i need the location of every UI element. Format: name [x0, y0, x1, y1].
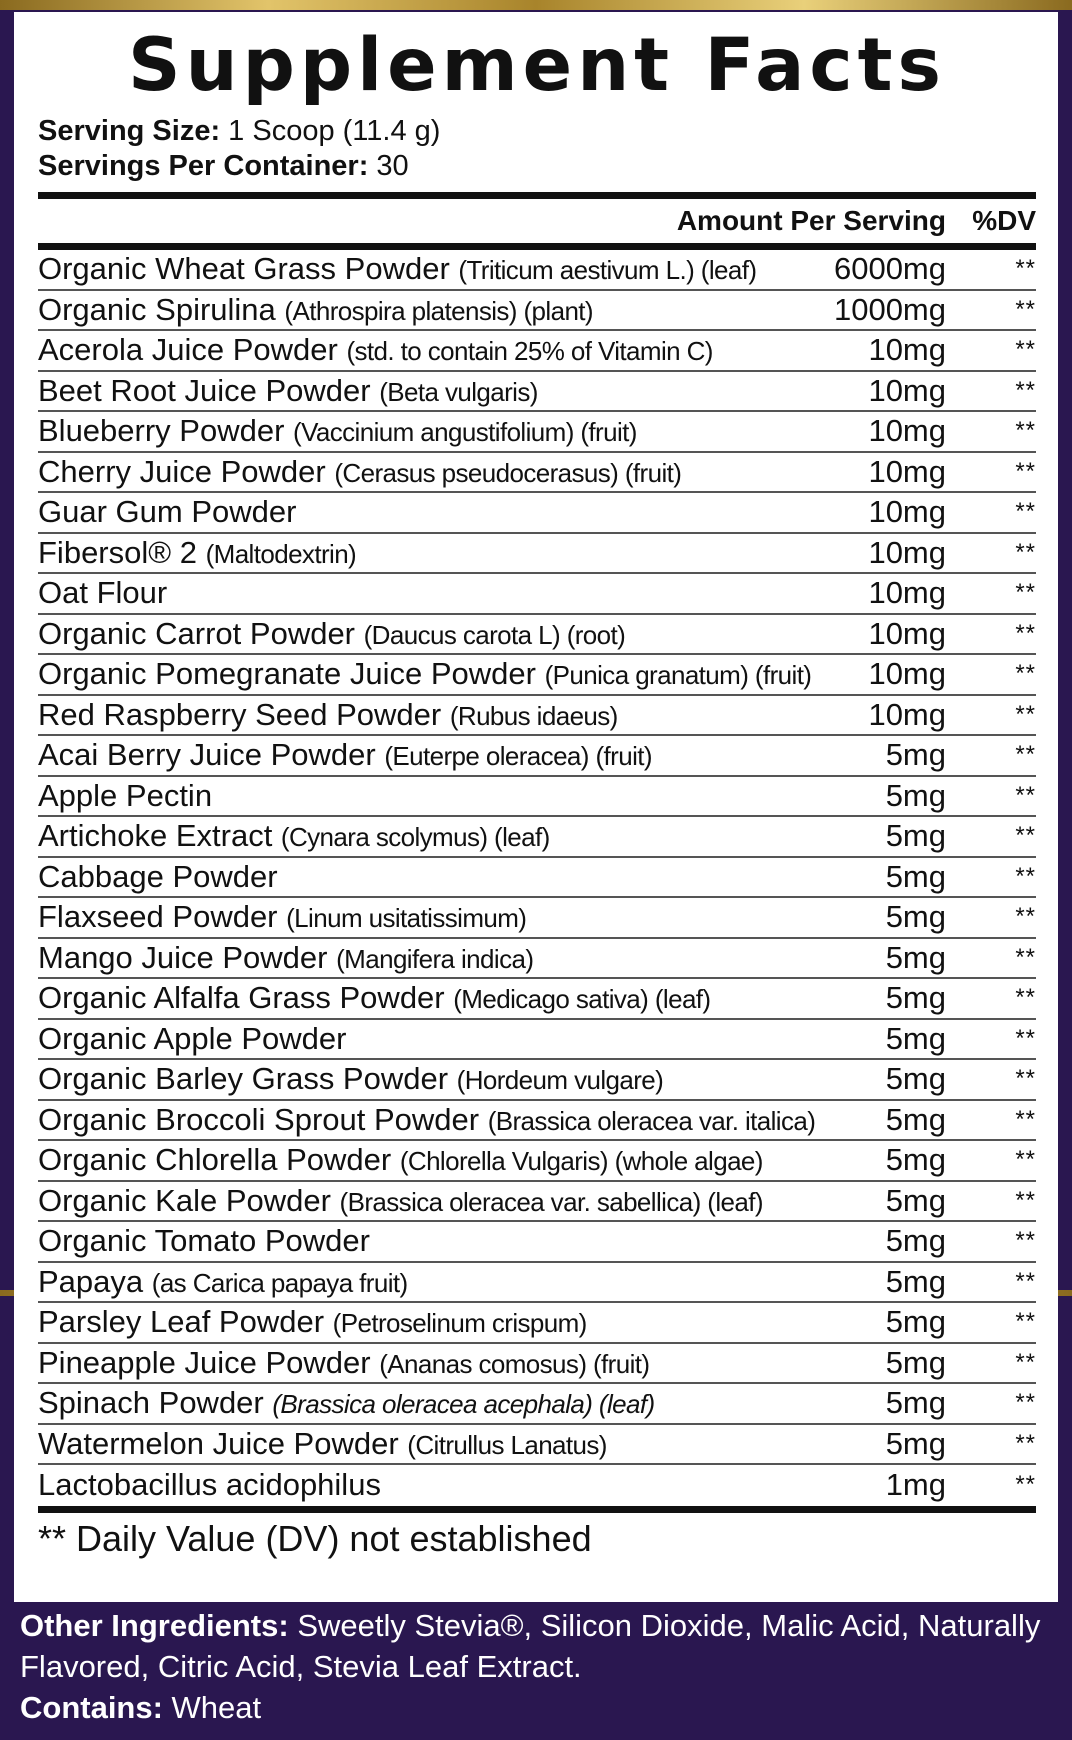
ingredient-dv: ** [1015, 1389, 1036, 1417]
servings-per-container-value: 30 [368, 150, 409, 182]
divider-thick [38, 1506, 1036, 1513]
ingredient-dv: ** [1015, 255, 1036, 283]
table-row [38, 291, 1036, 332]
ingredient-source-note: (Beta vulgaris) [379, 376, 538, 407]
ingredient-source-note: (Triticum aestivum L.) (leaf) [458, 255, 757, 286]
serving-size-label: Serving Size: [38, 115, 221, 147]
ingredient-amount: 5mg [885, 1425, 946, 1461]
ingredient-source-note: (Cynara scolymus) (leaf) [280, 822, 550, 853]
ingredient-amount: 5mg [885, 1344, 946, 1380]
ingredient-dv: ** [1015, 1471, 1036, 1499]
ingredient-source-note: (Linum usitatissimum) [286, 903, 527, 934]
ingredient-name [38, 575, 816, 611]
table-row [38, 858, 1036, 899]
ingredient-dv: ** [1015, 295, 1036, 323]
table-row [38, 1182, 1036, 1223]
ingredient-source-note: (Rubus idaeus) [449, 700, 618, 731]
ingredient-label: Organic Pomegranate Juice Powder [38, 656, 545, 692]
table-row [38, 1263, 1036, 1304]
ingredient-label: Fibersol® 2 [38, 534, 206, 570]
ingredient-source-note: (Euterpe oleracea) (fruit) [384, 741, 652, 772]
ingredient-dv: ** [1015, 538, 1036, 566]
footnote: ** Daily Value (DV) not established [38, 1517, 592, 1559]
ingredient-label: Organic Spirulina [38, 291, 285, 327]
ingredient-amount: 10mg [868, 696, 946, 732]
ingredient-label: Cherry Juice Powder [38, 453, 335, 489]
ingredient-name [38, 454, 816, 490]
ingredient-dv: ** [1015, 822, 1036, 850]
ingredient-name [38, 859, 816, 895]
table-row [38, 1303, 1036, 1344]
ingredient-name [38, 1304, 816, 1340]
ingredient-label: Apple Pectin [38, 777, 213, 813]
ingredient-label: Blueberry Powder [38, 413, 294, 449]
table-row [38, 939, 1036, 980]
ingredient-name [38, 1385, 816, 1421]
table-row [38, 1222, 1036, 1263]
ingredient-amount: 5mg [885, 818, 946, 854]
table-row [38, 1060, 1036, 1101]
table-row [38, 493, 1036, 534]
table-row [38, 1425, 1036, 1466]
ingredient-label: Acai Berry Juice Powder [38, 737, 385, 773]
ingredient-source-note: (Brassica oleracea var. italica) [487, 1105, 816, 1136]
ingredient-dv: ** [1015, 1267, 1036, 1295]
table-row [38, 453, 1036, 494]
ingredient-amount: 10mg [868, 453, 946, 489]
servings-per-container [38, 149, 1036, 184]
ingredient-amount: 10mg [868, 575, 946, 611]
ingredient-dv: ** [1015, 336, 1036, 364]
ingredient-dv: ** [1015, 1024, 1036, 1052]
table-header [38, 199, 1036, 243]
ingredient-amount: 5mg [885, 1101, 946, 1137]
ingredient-label: Organic Broccoli Sprout Powder [38, 1101, 488, 1137]
ingredient-label: Spinach Powder [38, 1385, 273, 1421]
ingredient-amount: 5mg [885, 980, 946, 1016]
ingredient-label: Guar Gum Powder [38, 494, 297, 530]
ingredient-label: Organic Kale Powder [38, 1182, 340, 1218]
table-row [38, 817, 1036, 858]
ingredient-label: Papaya [38, 1263, 152, 1299]
ingredient-label: Beet Root Juice Powder [38, 372, 380, 408]
ingredient-name [38, 940, 816, 976]
ingredient-label: Organic Apple Powder [38, 1020, 347, 1056]
table-row [38, 979, 1036, 1020]
table-row [38, 1465, 1036, 1506]
ingredient-dv: ** [1015, 1186, 1036, 1214]
ingredient-label: Organic Tomato Powder [38, 1223, 370, 1259]
ingredient-name [38, 1223, 816, 1259]
header-amount: Amount Per Serving [676, 205, 946, 236]
ingredient-name [38, 1102, 816, 1138]
ingredient-label: Pineapple Juice Powder [38, 1344, 380, 1380]
ingredient-source-note: (Punica granatum) (fruit) [544, 660, 812, 691]
serving-size-value: 1 Scoop (11.4 g) [220, 115, 441, 147]
table-row [38, 655, 1036, 696]
ingredient-dv: ** [1015, 984, 1036, 1012]
ingredient-label: Oat Flour [38, 575, 168, 611]
divider-thick [38, 243, 1036, 250]
ingredient-source-note: (Daucus carota L) (root) [363, 619, 626, 650]
ingredient-source-note: (Athrospira platensis) (plant) [284, 295, 593, 326]
ingredient-label: Cabbage Powder [38, 858, 278, 894]
ingredient-name [38, 899, 816, 935]
table-row [38, 372, 1036, 413]
ingredient-source-note: (as Carica papaya fruit) [151, 1267, 408, 1298]
table-row [38, 412, 1036, 453]
ingredient-dv: ** [1015, 741, 1036, 769]
ingredient-dv: ** [1015, 579, 1036, 607]
divider-thick [38, 192, 1036, 199]
ingredient-amount: 6000mg [833, 251, 946, 287]
ingredient-amount: 1000mg [833, 291, 946, 327]
ingredient-amount: 5mg [885, 1061, 946, 1097]
table-row [38, 331, 1036, 372]
contains-label: Contains: [20, 1690, 163, 1725]
ingredient-amount: 5mg [885, 899, 946, 935]
ingredient-dv: ** [1015, 903, 1036, 931]
other-ingredients-value: Sweetly Stevia®, Silicon Dioxide, Malic Acid, Naturally Flavored, Citric Acid, Stevia Leaf Extract. [20, 1608, 1041, 1684]
ingredient-dv: ** [1015, 457, 1036, 485]
ingredient-amount: 10mg [868, 332, 946, 368]
ingredient-name [38, 778, 816, 814]
ingredient-label: Mango Juice Powder [38, 939, 337, 975]
ingredient-amount: 10mg [868, 372, 946, 408]
ingredient-name [38, 251, 816, 287]
ingredient-amount: 5mg [885, 777, 946, 813]
ingredient-amount: 5mg [885, 1304, 946, 1340]
ingredient-dv: ** [1015, 417, 1036, 445]
ingredient-dv: ** [1015, 1308, 1036, 1336]
ingredient-amount: 5mg [885, 1385, 946, 1421]
ingredient-source-note: (Brassica oleracea acephala) (leaf) [272, 1389, 655, 1420]
table-row [38, 1101, 1036, 1142]
ingredient-source-note: (Chlorella Vulgaris) (whole algae) [399, 1146, 763, 1177]
ingredient-amount: 5mg [885, 939, 946, 975]
ingredient-source-note: (Citrullus Lanatus) [407, 1429, 607, 1460]
ingredient-name [38, 737, 816, 773]
ingredient-dv: ** [1015, 1227, 1036, 1255]
ingredient-amount: 5mg [885, 1020, 946, 1056]
ingredient-source-note: (Maltodextrin) [205, 538, 357, 569]
ingredient-name [38, 292, 816, 328]
ingredient-source-note: (std. to contain 25% of Vitamin C) [346, 336, 713, 367]
ingredient-label: Acerola Juice Powder [38, 332, 347, 368]
table-row [38, 615, 1036, 656]
ingredient-label: Organic Carrot Powder [38, 615, 364, 651]
ingredient-label: Watermelon Juice Powder [38, 1425, 408, 1461]
ingredient-source-note: (Cerasus pseudocerasus) (fruit) [334, 457, 682, 488]
ingredient-amount: 5mg [885, 1142, 946, 1178]
ingredient-name [38, 1264, 816, 1300]
ingredient-list [38, 250, 1036, 1506]
ingredient-name [38, 413, 816, 449]
ingredient-dv: ** [1015, 660, 1036, 688]
table-row [38, 574, 1036, 615]
contains-value: Wheat [162, 1690, 262, 1725]
ingredient-label: Parsley Leaf Powder [38, 1304, 333, 1340]
ingredient-name [38, 980, 816, 1016]
ingredient-source-note: (Vaccinium angustifolium) (fruit) [293, 417, 637, 448]
ingredient-dv: ** [1015, 943, 1036, 971]
ingredient-name [38, 1183, 816, 1219]
ingredient-label: Artichoke Extract [38, 818, 281, 854]
ingredient-amount: 5mg [885, 858, 946, 894]
page-title: Supplement Facts [128, 23, 946, 108]
ingredient-amount: 5mg [885, 1223, 946, 1259]
ingredient-name [38, 1345, 816, 1381]
ingredient-dv: ** [1015, 700, 1036, 728]
gold-border-top [0, 0, 1072, 10]
ingredient-dv: ** [1015, 862, 1036, 890]
ingredient-name [38, 373, 816, 409]
ingredient-label: Red Raspberry Seed Powder [38, 696, 450, 732]
ingredient-name [38, 1061, 816, 1097]
ingredient-amount: 5mg [885, 1182, 946, 1218]
ingredient-dv: ** [1015, 781, 1036, 809]
servings-per-container-label: Servings Per Container: [38, 150, 369, 182]
ingredient-label: Organic Barley Grass Powder [38, 1061, 457, 1097]
ingredient-dv: ** [1015, 1348, 1036, 1376]
ingredient-source-note: (Hordeum vulgare) [456, 1065, 664, 1096]
serving-size [38, 114, 1036, 149]
ingredient-label: Lactobacillus acidophilus [38, 1467, 381, 1503]
ingredient-name [38, 1467, 816, 1503]
ingredient-amount: 10mg [868, 656, 946, 692]
other-ingredients-section [20, 1605, 1065, 1728]
contains [20, 1687, 1065, 1728]
table-row [38, 736, 1036, 777]
ingredient-amount: 10mg [868, 413, 946, 449]
ingredient-dv: ** [1015, 1146, 1036, 1174]
ingredient-amount: 10mg [868, 534, 946, 570]
ingredient-source-note: (Ananas comosus) (fruit) [379, 1348, 650, 1379]
header-dv: %DV [972, 205, 1036, 236]
ingredient-name [38, 616, 816, 652]
ingredient-dv: ** [1015, 1105, 1036, 1133]
ingredient-name [38, 1142, 816, 1178]
ingredient-name [38, 535, 816, 571]
other-ingredients-label: Other Ingredients: [20, 1608, 289, 1643]
ingredient-dv: ** [1015, 1065, 1036, 1093]
ingredient-source-note: (Petroselinum crispum) [332, 1308, 587, 1339]
ingredient-amount: 10mg [868, 615, 946, 651]
table-row [38, 1141, 1036, 1182]
ingredient-label: Organic Wheat Grass Powder [38, 251, 459, 287]
table-row [38, 250, 1036, 291]
table-row [38, 1384, 1036, 1425]
ingredient-name [38, 818, 816, 854]
ingredient-name [38, 1021, 816, 1057]
ingredient-label: Organic Chlorella Powder [38, 1142, 400, 1178]
table-row [38, 1020, 1036, 1061]
ingredient-dv: ** [1015, 376, 1036, 404]
ingredient-label: Flaxseed Powder [38, 899, 287, 935]
ingredient-name [38, 494, 816, 530]
ingredient-name [38, 332, 816, 368]
ingredient-name [38, 656, 816, 692]
table-row [38, 1344, 1036, 1385]
ingredient-name [38, 1426, 816, 1462]
ingredient-name [38, 697, 816, 733]
other-ingredients [20, 1605, 1065, 1687]
ingredient-dv: ** [1015, 498, 1036, 526]
supplement-facts-panel [14, 12, 1058, 1602]
table-row [38, 898, 1036, 939]
table-row [38, 534, 1036, 575]
ingredient-source-note: (Brassica oleracea var. sabellica) (leaf) [339, 1186, 763, 1217]
ingredient-source-note: (Mangifera indica) [336, 943, 534, 974]
ingredient-amount: 5mg [885, 1263, 946, 1299]
ingredient-amount: 10mg [868, 494, 946, 530]
ingredient-label: Organic Alfalfa Grass Powder [38, 980, 454, 1016]
ingredient-source-note: (Medicago sativa) (leaf) [453, 984, 711, 1015]
ingredient-amount: 1mg [885, 1467, 946, 1503]
ingredient-dv: ** [1015, 619, 1036, 647]
table-row [38, 696, 1036, 737]
ingredient-dv: ** [1015, 1429, 1036, 1457]
ingredient-amount: 5mg [885, 737, 946, 773]
table-row [38, 777, 1036, 818]
